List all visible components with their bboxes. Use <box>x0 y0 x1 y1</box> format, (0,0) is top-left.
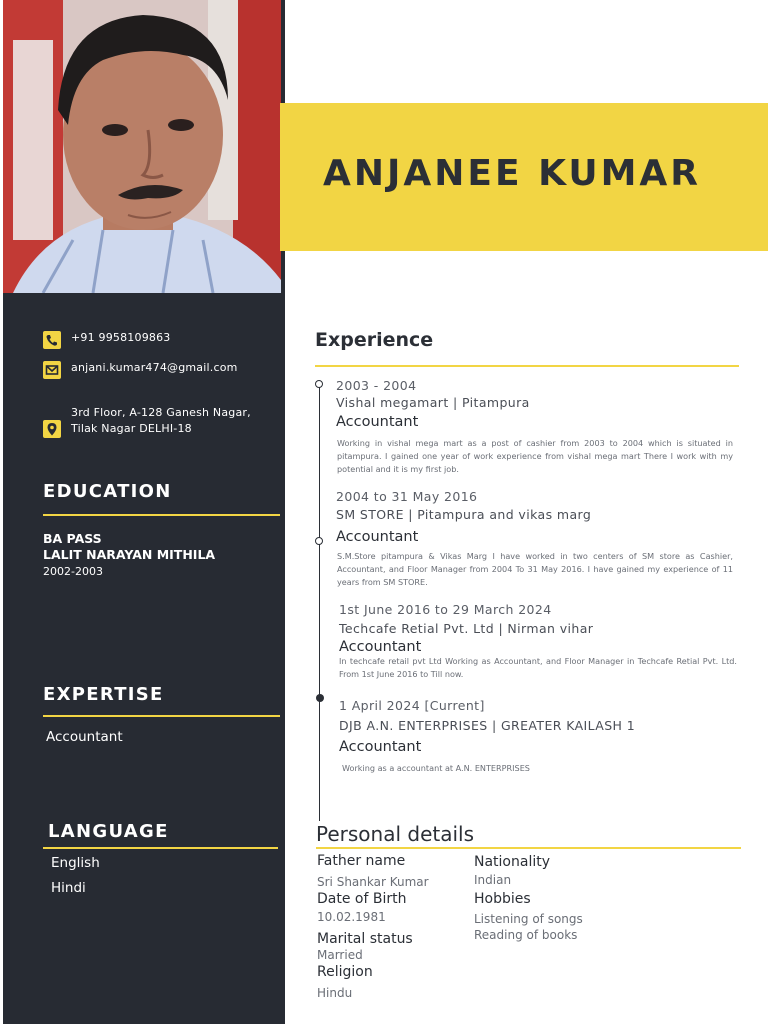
timeline-dot <box>316 694 324 702</box>
experience-date: 2003 - 2004 <box>336 378 417 393</box>
education-institution: LALIT NARAYAN MITHILA <box>43 547 216 562</box>
father-name-label: Father name <box>317 853 406 869</box>
timeline-line <box>319 385 320 821</box>
experience-description: Working in vishal mega mart as a post of cashier from 2003 to 2004 which is situated in pitampura. I gained one year of work experience from vishal mega mart There I work with my potential and it is my first job. <box>337 438 733 474</box>
language-heading: LANGUAGE <box>48 821 169 842</box>
experience-company: Techcafe Retial Pvt. Ltd | Nirman vihar <box>339 621 594 636</box>
address <box>71 405 251 437</box>
candidate-name: ANJANEE KUMAR <box>323 153 701 194</box>
experience-company: Vishal megamart | Pitampura <box>336 395 530 410</box>
education-degree: BA PASS <box>43 531 102 546</box>
experience-description: S.M.Store pitampura & Vikas Marg I have worked in two centers of SM store as Cashier, Accountant, and Floor Manager from 2004 To 31 May 2016. I have gained my experience of 11 years from SM STORE. <box>337 551 733 587</box>
marital-status-label: Marital status <box>317 931 413 947</box>
expertise-item: Accountant <box>46 729 123 745</box>
hobby-item: Reading of books <box>474 928 578 942</box>
expertise-heading: EXPERTISE <box>43 684 164 705</box>
dob-value: 10.02.1981 <box>317 910 386 924</box>
timeline-dot <box>315 380 323 388</box>
experience-role: Accountant <box>336 414 419 430</box>
experience-company: SM STORE | Pitampura and vikas marg <box>336 507 592 522</box>
father-name-value: Sri Shankar Kumar <box>317 875 429 889</box>
experience-date: 1st June 2016 to 29 March 2024 <box>339 602 552 617</box>
experience-company: DJB A.N. ENTERPRISES | GREATER KAILASH 1 <box>339 718 636 733</box>
marital-status-value: Married <box>317 948 363 962</box>
phone-number[interactable]: +91 9958109863 <box>71 331 171 344</box>
experience-role: Accountant <box>339 739 422 755</box>
education-divider <box>43 514 280 516</box>
religion-label: Religion <box>317 964 373 980</box>
experience-divider <box>315 365 739 367</box>
phone-icon <box>43 331 61 349</box>
experience-role: Accountant <box>339 639 422 655</box>
address-line-1: 3rd Floor, A-128 Ganesh Nagar, <box>71 406 251 419</box>
religion-value: Hindu <box>317 986 353 1000</box>
nationality-value: Indian <box>474 873 512 887</box>
nationality-label: Nationality <box>474 854 551 870</box>
experience-description: Working as a accountant at A.N. ENTERPRISES <box>342 763 530 773</box>
language-item: Hindi <box>51 880 86 896</box>
experience-heading: Experience <box>315 329 434 351</box>
profile-photo <box>3 0 281 293</box>
language-divider <box>43 847 278 849</box>
expertise-divider <box>43 715 280 717</box>
address-line-2: Tilak Nagar DELHI-18 <box>71 422 192 435</box>
experience-description: In techcafe retail pvt Ltd Working as Accountant, and Floor Manager in Techcafe Retial Pvt. Ltd. From 1st June 2016 to Till now. <box>339 656 737 679</box>
personal-details-heading: Personal details <box>316 822 475 846</box>
dob-label: Date of Birth <box>317 891 407 907</box>
personal-details-divider <box>316 847 741 849</box>
hobby-item: Listening of songs <box>474 912 583 926</box>
experience-role: Accountant <box>336 529 419 545</box>
experience-date: 1 April 2024 [Current] <box>339 698 485 713</box>
email-address[interactable]: anjani.kumar474@gmail.com <box>71 361 238 374</box>
language-item: English <box>51 855 100 871</box>
education-years: 2002-2003 <box>43 565 103 578</box>
hobbies-label: Hobbies <box>474 891 531 907</box>
email-icon <box>43 361 61 379</box>
timeline-dot <box>315 537 323 545</box>
education-heading: EDUCATION <box>43 481 172 502</box>
experience-date: 2004 to 31 May 2016 <box>336 489 478 504</box>
location-icon <box>43 420 61 438</box>
